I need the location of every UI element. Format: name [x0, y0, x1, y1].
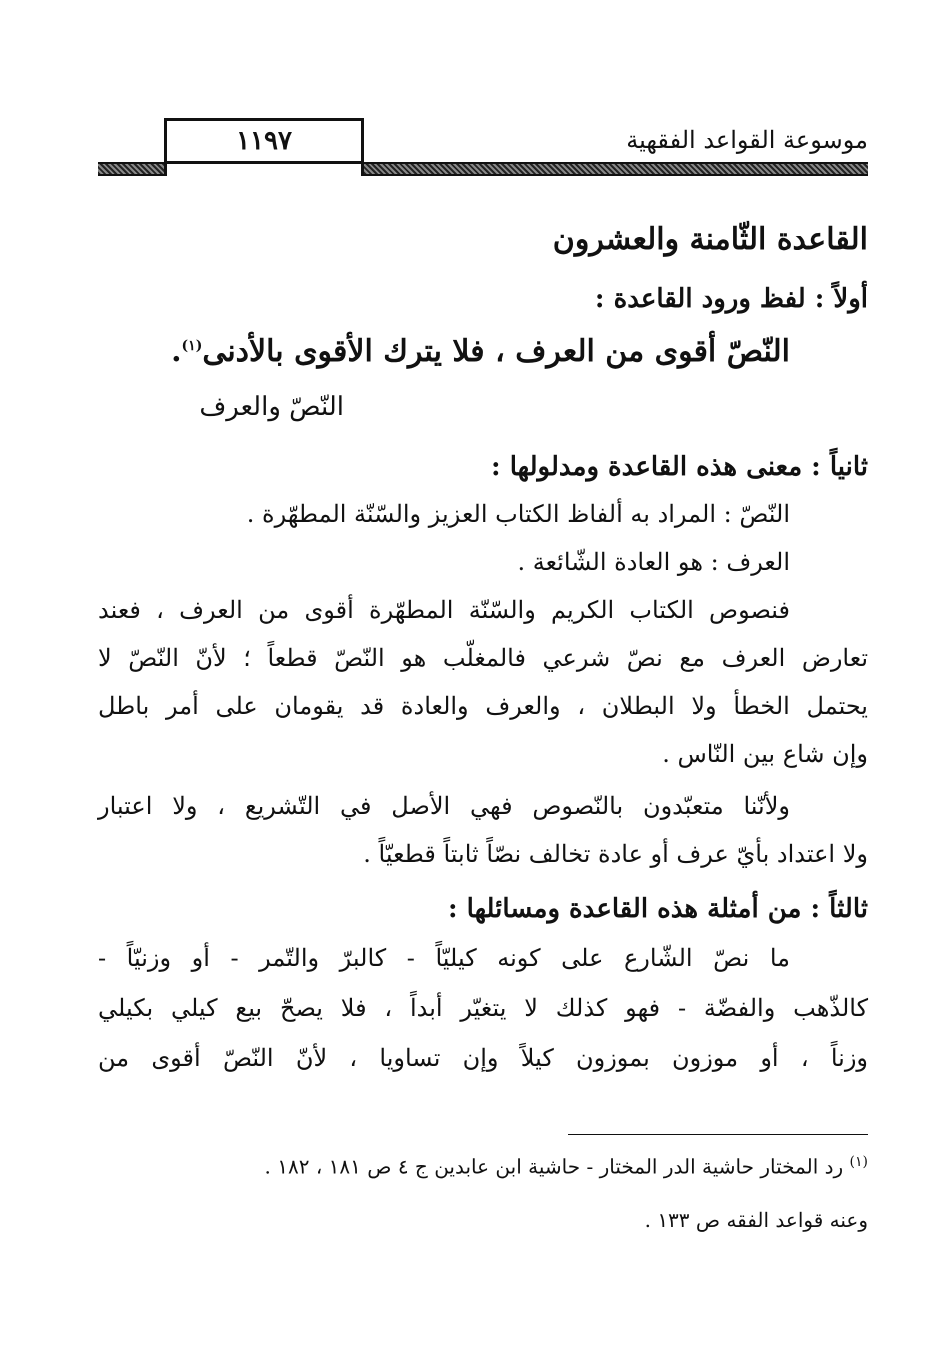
rule-text: النّصّ أقوى من العرف ، فلا يترك الأقوى بالأدنى [202, 334, 790, 369]
paragraph-line: كالذّهب والفضّة - فهو كذلك لا يتغيّر أبداً ، فلا يصحّ بيع كيلي بكيلي [98, 994, 868, 1022]
book-title: موسوعة القواعد الفقهية [626, 126, 868, 154]
footnote-mark: (١) [849, 1154, 868, 1170]
paragraph-line: النّصّ : المراد به ألفاظ الكتاب العزيز والسّنّة المطهّرة . [246, 500, 790, 528]
footnote-line-2: وعنه قواعد الفقه ص ١٣٣ . [644, 1208, 868, 1232]
paragraph-line: ولأنّنا متعبّدون بالنّصوص فهي الأصل في التّشريع ، ولا اعتبار [98, 792, 790, 820]
footnote-ref: (١) [181, 338, 203, 354]
section3-title: ثالثاً : من أمثلة هذه القاعدة ومسائلها : [448, 894, 868, 924]
page-number: ١١٩٧ [164, 118, 364, 164]
rule-end: . [171, 334, 182, 369]
section1-title: أولاً : لفظ ورود القاعدة : [594, 284, 868, 314]
footnote-separator [568, 1134, 868, 1135]
paragraph-line: ما نصّ الشّارع على كونه كيليّاً - كالبرّ والتّمر - أو وزنيّاً - [98, 944, 790, 972]
page-body [98, 0, 868, 1369]
paragraph-line: يحتمل الخطأ ولا البطلان ، والعرف والعادة قد يقومان على أمر باطل [98, 692, 868, 720]
paragraph-line: فنصوص الكتاب الكريم والسّنّة المطهّرة أقوى من العرف ، فعند [98, 596, 790, 624]
paragraph-line: تعارض العرف مع نصّ شرعي فالمغلّب هو النّصّ قطعاً ؛ لأنّ النّصّ لا [98, 644, 868, 672]
paragraph-line: ولا اعتداد بأيّ عرف أو عادة تخالف نصّاً ثابتاً قطعيّاً . [363, 840, 868, 868]
footnote-line [265, 1154, 868, 1179]
footnote-text: رد المختار حاشية الدر المختار - حاشية ابن عابدين ج ٤ ص ١٨١ ، ١٨٢ . [264, 1154, 844, 1179]
paragraph-line: العرف : هو العادة الشّائعة . [517, 548, 790, 576]
section2-title: ثانياً : معنى هذه القاعدة ومدلولها : [491, 452, 868, 482]
paragraph-line: وإن شاع بين النّاس . [662, 740, 868, 768]
rule-statement [171, 334, 790, 369]
rule-subtitle: النّصّ والعرف [199, 392, 344, 422]
rule-heading: القاعدة الثّامنة والعشرون [552, 222, 868, 257]
paragraph-line: وزناً ، أو موزون بموزون كيلاً وإن تساويا ، لأنّ النّصّ أقوى من [98, 1044, 868, 1072]
